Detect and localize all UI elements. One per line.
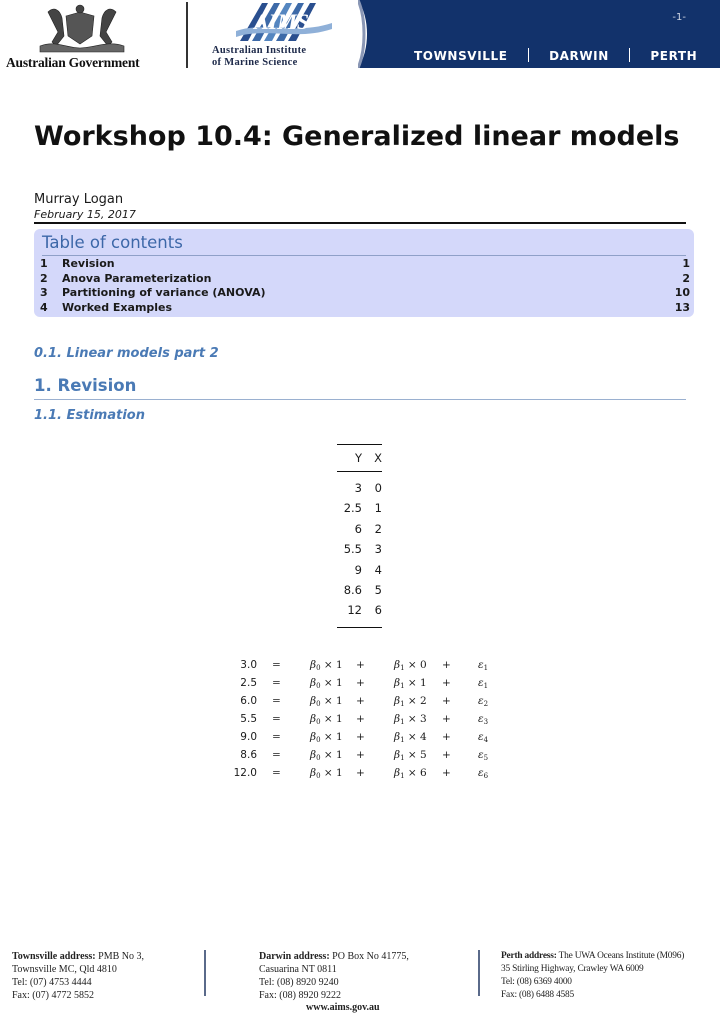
equation-plus: + [356,767,365,779]
document-date: February 15, 2017 [34,208,136,221]
table-row [337,580,382,600]
institute-name [212,45,306,69]
equation-y-value: 8.6 [240,749,257,761]
page-header [0,0,720,72]
footer-townsville [12,950,144,1002]
equation-error-term: $\varepsilon_6$ [478,767,489,780]
footer-divider [478,950,480,996]
subsection-heading-estimation: 1.1. Estimation [34,408,145,423]
equation-plus: + [442,749,451,761]
equation-equals: = [272,749,281,761]
table-row [337,600,382,620]
equation-slope-term: $\beta_1 \times 6$ [394,767,427,780]
footer-townsville-line2: Townsville MC, Qld 4810 [12,964,117,975]
equation-y-value: 3.0 [240,659,257,671]
table-cell-x: 6 [374,603,382,618]
toc-item-label: Revision [62,257,115,270]
equation-intercept-term: $\beta_0 \times 1$ [310,659,343,672]
equation-y-value: 5.5 [240,713,257,725]
table-cell-x: 3 [374,542,382,557]
institute-name-line-1: Australian Institute [212,45,307,56]
equation-x-value: 1 [420,677,427,689]
footer-divider [204,950,206,996]
toc-divider [42,255,686,256]
equation-slope-term: $\beta_1 \times 4$ [394,731,427,744]
equation-error-term: $\varepsilon_1$ [478,659,489,672]
toc-item-number: 2 [40,271,48,285]
footer-townsville-fax: Fax: (07) 4772 5852 [12,990,94,1001]
section-heading-revision: 1. Revision [34,376,137,395]
footer-darwin [259,950,409,1002]
equation-equals: = [272,695,281,707]
toc-item-number: 4 [40,300,48,314]
equation-intercept-term: $\beta_0 \times 1$ [310,677,343,690]
equation-plus: + [442,659,451,671]
document-author: Murray Logan [34,192,124,207]
equation-x-value: 0 [420,659,427,671]
title-rule [34,222,686,224]
coat-of-arms-icon [36,2,128,54]
toc-item-number: 1 [40,257,48,270]
page-number: -1- [672,12,686,23]
equation-equals: = [272,659,281,671]
table-cell-y: 5.5 [343,542,362,557]
aims-logo-icon [236,1,332,45]
equation-plus: + [442,677,451,689]
table-cell-x: 0 [374,481,382,495]
equation-equals: = [272,713,281,725]
city-townsville: TOWNSVILLE [414,49,508,63]
equation-x-value: 6 [420,767,427,779]
institute-name-line-2: of Marine Science [212,57,298,68]
table-header-x: X [374,451,382,465]
footer-darwin-fax: Fax: (08) 8920 9222 [259,990,341,1001]
equation-y-value: 9.0 [240,731,257,743]
equation-error-term: $\varepsilon_2$ [478,695,489,708]
toc-item-partitioning-of-variance[interactable] [40,286,690,301]
equation-slope-term: $\beta_1 \times 5$ [394,749,427,762]
government-name: Australian Government [6,55,140,70]
toc-item-page: 2 [682,271,690,285]
table-cell-y: 9 [354,562,362,577]
footer-perth-label: Perth address: [501,951,557,961]
equation-plus: + [356,695,365,707]
footer-perth-tel: Tel: (08) 6369 4000 [501,977,572,987]
equation-intercept-term: $\beta_0 \times 1$ [310,749,343,762]
equation-y-value: 6.0 [240,695,257,707]
table-cell-y: 3 [354,481,362,495]
equation-equals: = [272,731,281,743]
table-row [337,478,382,498]
toc-item-anova-parameterization[interactable] [40,272,690,287]
equation-plus: + [356,731,365,743]
data-table [337,444,382,628]
city-separator [528,48,530,62]
table-cell-x: 5 [374,582,382,597]
toc-title: Table of contents [42,233,183,252]
table-cell-y: 2.5 [343,501,362,516]
subsection-heading-linear-models: 0.1. Linear models part 2 [34,346,219,361]
table-cell-x: 4 [374,562,382,577]
equation-x-value: 3 [420,713,427,725]
toc-item-number: 3 [40,286,48,299]
equation-error-term: $\varepsilon_5$ [478,749,489,762]
document-title: Workshop 10.4: Generalized linear models [34,121,680,152]
toc-item-label: Partitioning of variance (ANOVA) [62,286,266,299]
footer-townsville-label: Townsville address: [12,951,96,962]
equation-error-term: $\varepsilon_1$ [478,677,489,690]
toc-item-label: Anova Parameterization [62,271,212,285]
table-cell-y: 6 [354,521,362,536]
equation-plus: + [356,713,365,725]
equation-intercept-term: $\beta_0 \times 1$ [310,713,343,726]
table-row [337,539,382,559]
toc-item-revision[interactable] [40,257,690,272]
aims-logo-text: AIMS [254,9,310,34]
equation-x-value: 2 [420,695,427,707]
table-row [337,519,382,539]
footer-website-link[interactable]: www.aims.gov.au [306,1002,380,1013]
city-perth: PERTH [650,49,698,63]
table-cell-x: 1 [374,501,382,516]
equation-plus: + [356,677,365,689]
equation-y-value: 2.5 [240,677,257,689]
footer-perth-line2: 35 Stirling Highway, Crawley WA 6009 [501,964,644,974]
footer-darwin-tel: Tel: (08) 8920 9240 [259,977,339,988]
equation-intercept-term: $\beta_0 \times 1$ [310,731,343,744]
footer-townsville-line1: PMB No 3, [98,951,144,962]
table-bottom-rule [337,627,382,628]
toc-list [40,257,690,315]
table-row [337,560,382,580]
equation-plus: + [442,695,451,707]
equation-slope-term: $\beta_1 \times 3$ [394,713,427,726]
equation-equals: = [272,677,281,689]
equation-plus: + [356,749,365,761]
table-cell-x: 2 [374,521,382,536]
city-list [414,48,697,63]
footer-darwin-line2: Casuarina NT 0811 [259,964,337,975]
equation-error-term: $\varepsilon_3$ [478,713,489,726]
city-separator [629,48,631,62]
footer-perth [501,950,684,1002]
footer-darwin-label: Darwin address: [259,951,330,962]
toc-item-label: Worked Examples [62,300,173,314]
table-cell-y: 8.6 [343,582,362,597]
table-cell-y: 12 [347,603,362,618]
table-of-contents [34,229,694,317]
equation-slope-term: $\beta_1 \times 0$ [394,659,427,672]
table-row [337,498,382,518]
equation-intercept-term: $\beta_0 \times 1$ [310,695,343,708]
equation-slope-term: $\beta_1 \times 2$ [394,695,427,708]
section-rule [34,399,686,400]
equation-equals: = [272,767,281,779]
equation-error-term: $\varepsilon_4$ [478,731,489,744]
equation-plus: + [442,731,451,743]
footer-perth-line1: The UWA Oceans Institute (M096) [558,951,685,961]
toc-item-page: 10 [674,286,690,299]
equation-x-value: 5 [420,749,427,761]
table-header-y: Y [354,451,362,465]
footer-darwin-line1: PO Box No 41775, [332,951,409,962]
footer-perth-fax: Fax: (08) 6488 4585 [501,990,575,1000]
equation-slope-term: $\beta_1 \times 1$ [394,677,427,690]
toc-item-page: 1 [682,257,690,270]
toc-item-worked-examples[interactable] [40,301,690,316]
city-darwin: DARWIN [549,49,609,63]
equation-y-value: 12.0 [233,767,257,779]
equation-x-value: 4 [420,731,427,743]
logo-divider [186,2,188,68]
equation-plus: + [442,713,451,725]
equation-plus: + [442,767,451,779]
toc-item-page: 13 [674,300,690,314]
equation-plus: + [356,659,365,671]
table-header-row [337,445,382,471]
equation-intercept-term: $\beta_0 \times 1$ [310,767,343,780]
footer-townsville-tel: Tel: (07) 4753 4444 [12,977,92,988]
